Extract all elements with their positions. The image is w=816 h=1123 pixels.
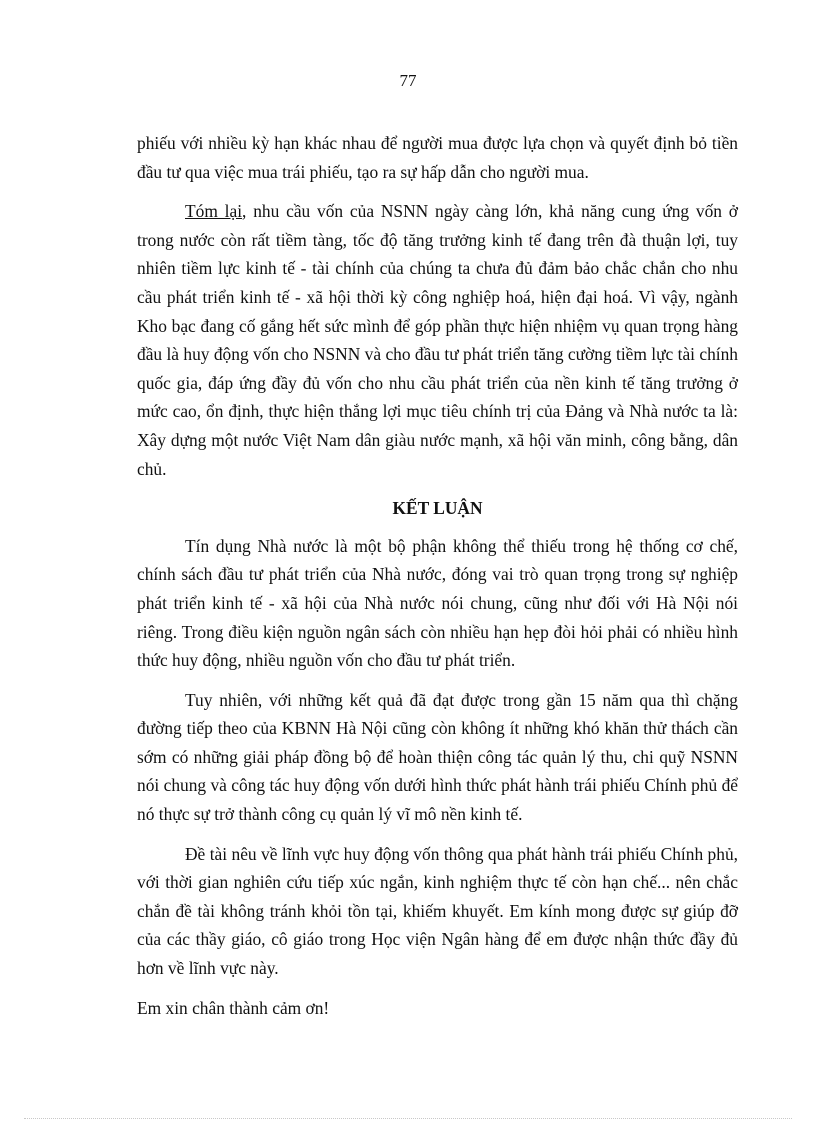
- conclusion-paragraph: Đề tài nêu về lĩnh vực huy động vốn thông qua phát hành trái phiếu Chính phủ, với thời gian nghiên cứu tiếp xúc ngắn, kinh nghiệm thực tế còn hạn chế... nên chắc chắn đề tài không tránh khỏi tồn tại, khiếm khuyết. Em kính mong được sự giúp đỡ của các thầy giáo, cô giáo trong Học viện Ngân hàng để em được nhận thức đầy đủ hơn về lĩnh vực này.: [137, 843, 738, 979]
- summary-paragraph: [137, 197, 738, 483]
- conclusion-paragraph: Tuy nhiên, với những kết quả đã đạt được trong gần 15 năm qua thì chặng đường tiếp theo của KBNN Hà Nội cũng còn không ít những khó khăn thử thách cần sớm có những giải pháp đồng bộ để hoàn thiện công tác quản lý thu, chi quỹ NSNN nói chung và công tác huy động vốn dưới hình thức phát hành trái phiếu Chính phủ để nó thực sự trở thành công cụ quản lý vĩ mô nền kinh tế.: [137, 689, 738, 825]
- page-content: [137, 129, 738, 1033]
- summary-lead: Tóm lại: [185, 201, 243, 222]
- closing-line: Em xin chân thành cảm ơn!: [137, 997, 330, 1018]
- summary-body: , nhu cầu vốn của NSNN ngày càng lớn, khả năng cung ứng vốn ở trong nước còn rất tiềm tàng, tốc độ tăng trưởng kinh tế đang trên đà thuận lợi, tuy nhiên tiềm lực kinh tế - tài chính của chúng ta chưa đủ đảm bảo chắc chắn cho nhu cầu phát triển kinh tế - xã hội thời kỳ công nghiệp hoá, hiện đại hoá. Vì vậy, ngành Kho bạc đang cố gắng hết sức mình để góp phần thực hiện nhiệm vụ quan trọng hàng đầu là huy động vốn cho NSNN và cho đầu tư phát triển tăng cường tiềm lực tài chính quốc gia, đáp ứng đầy đủ vốn cho nhu cầu phát triển của nền kinh tế tăng trưởng ở mức cao, ổn định, thực hiện thắng lợi mục tiêu chính trị của Đảng và Nhà nước ta là: Xây dựng một nước Việt Nam dân giàu nước mạnh, xã hội văn minh, công bằng, dân chủ.: [137, 201, 739, 479]
- page-number: 77: [399, 71, 417, 90]
- conclusion-paragraph: Tín dụng Nhà nước là một bộ phận không thể thiếu trong hệ thống cơ chế, chính sách đầu tư phát triển của Nhà nước, đóng vai trò quan trọng trong sự nghiệp phát triển kinh tế - xã hội của Nhà nước nói chung, cũng như đối với Hà Nội nói riêng. Trong điều kiện nguồn ngân sách còn nhiều hạn hẹp đòi hỏi phải có nhiều hình thức huy động, nhiều nguồn vốn cho đầu tư phát triển.: [137, 535, 738, 671]
- conclusion-heading: KẾT LUẬN: [392, 498, 483, 519]
- page-bottom-divider: [24, 1118, 792, 1119]
- continuation-paragraph: phiếu với nhiều kỳ hạn khác nhau để người mua được lựa chọn và quyết định bỏ tiền đầu tư qua việc mua trái phiếu, tạo ra sự hấp dẫn cho người mua.: [137, 133, 738, 182]
